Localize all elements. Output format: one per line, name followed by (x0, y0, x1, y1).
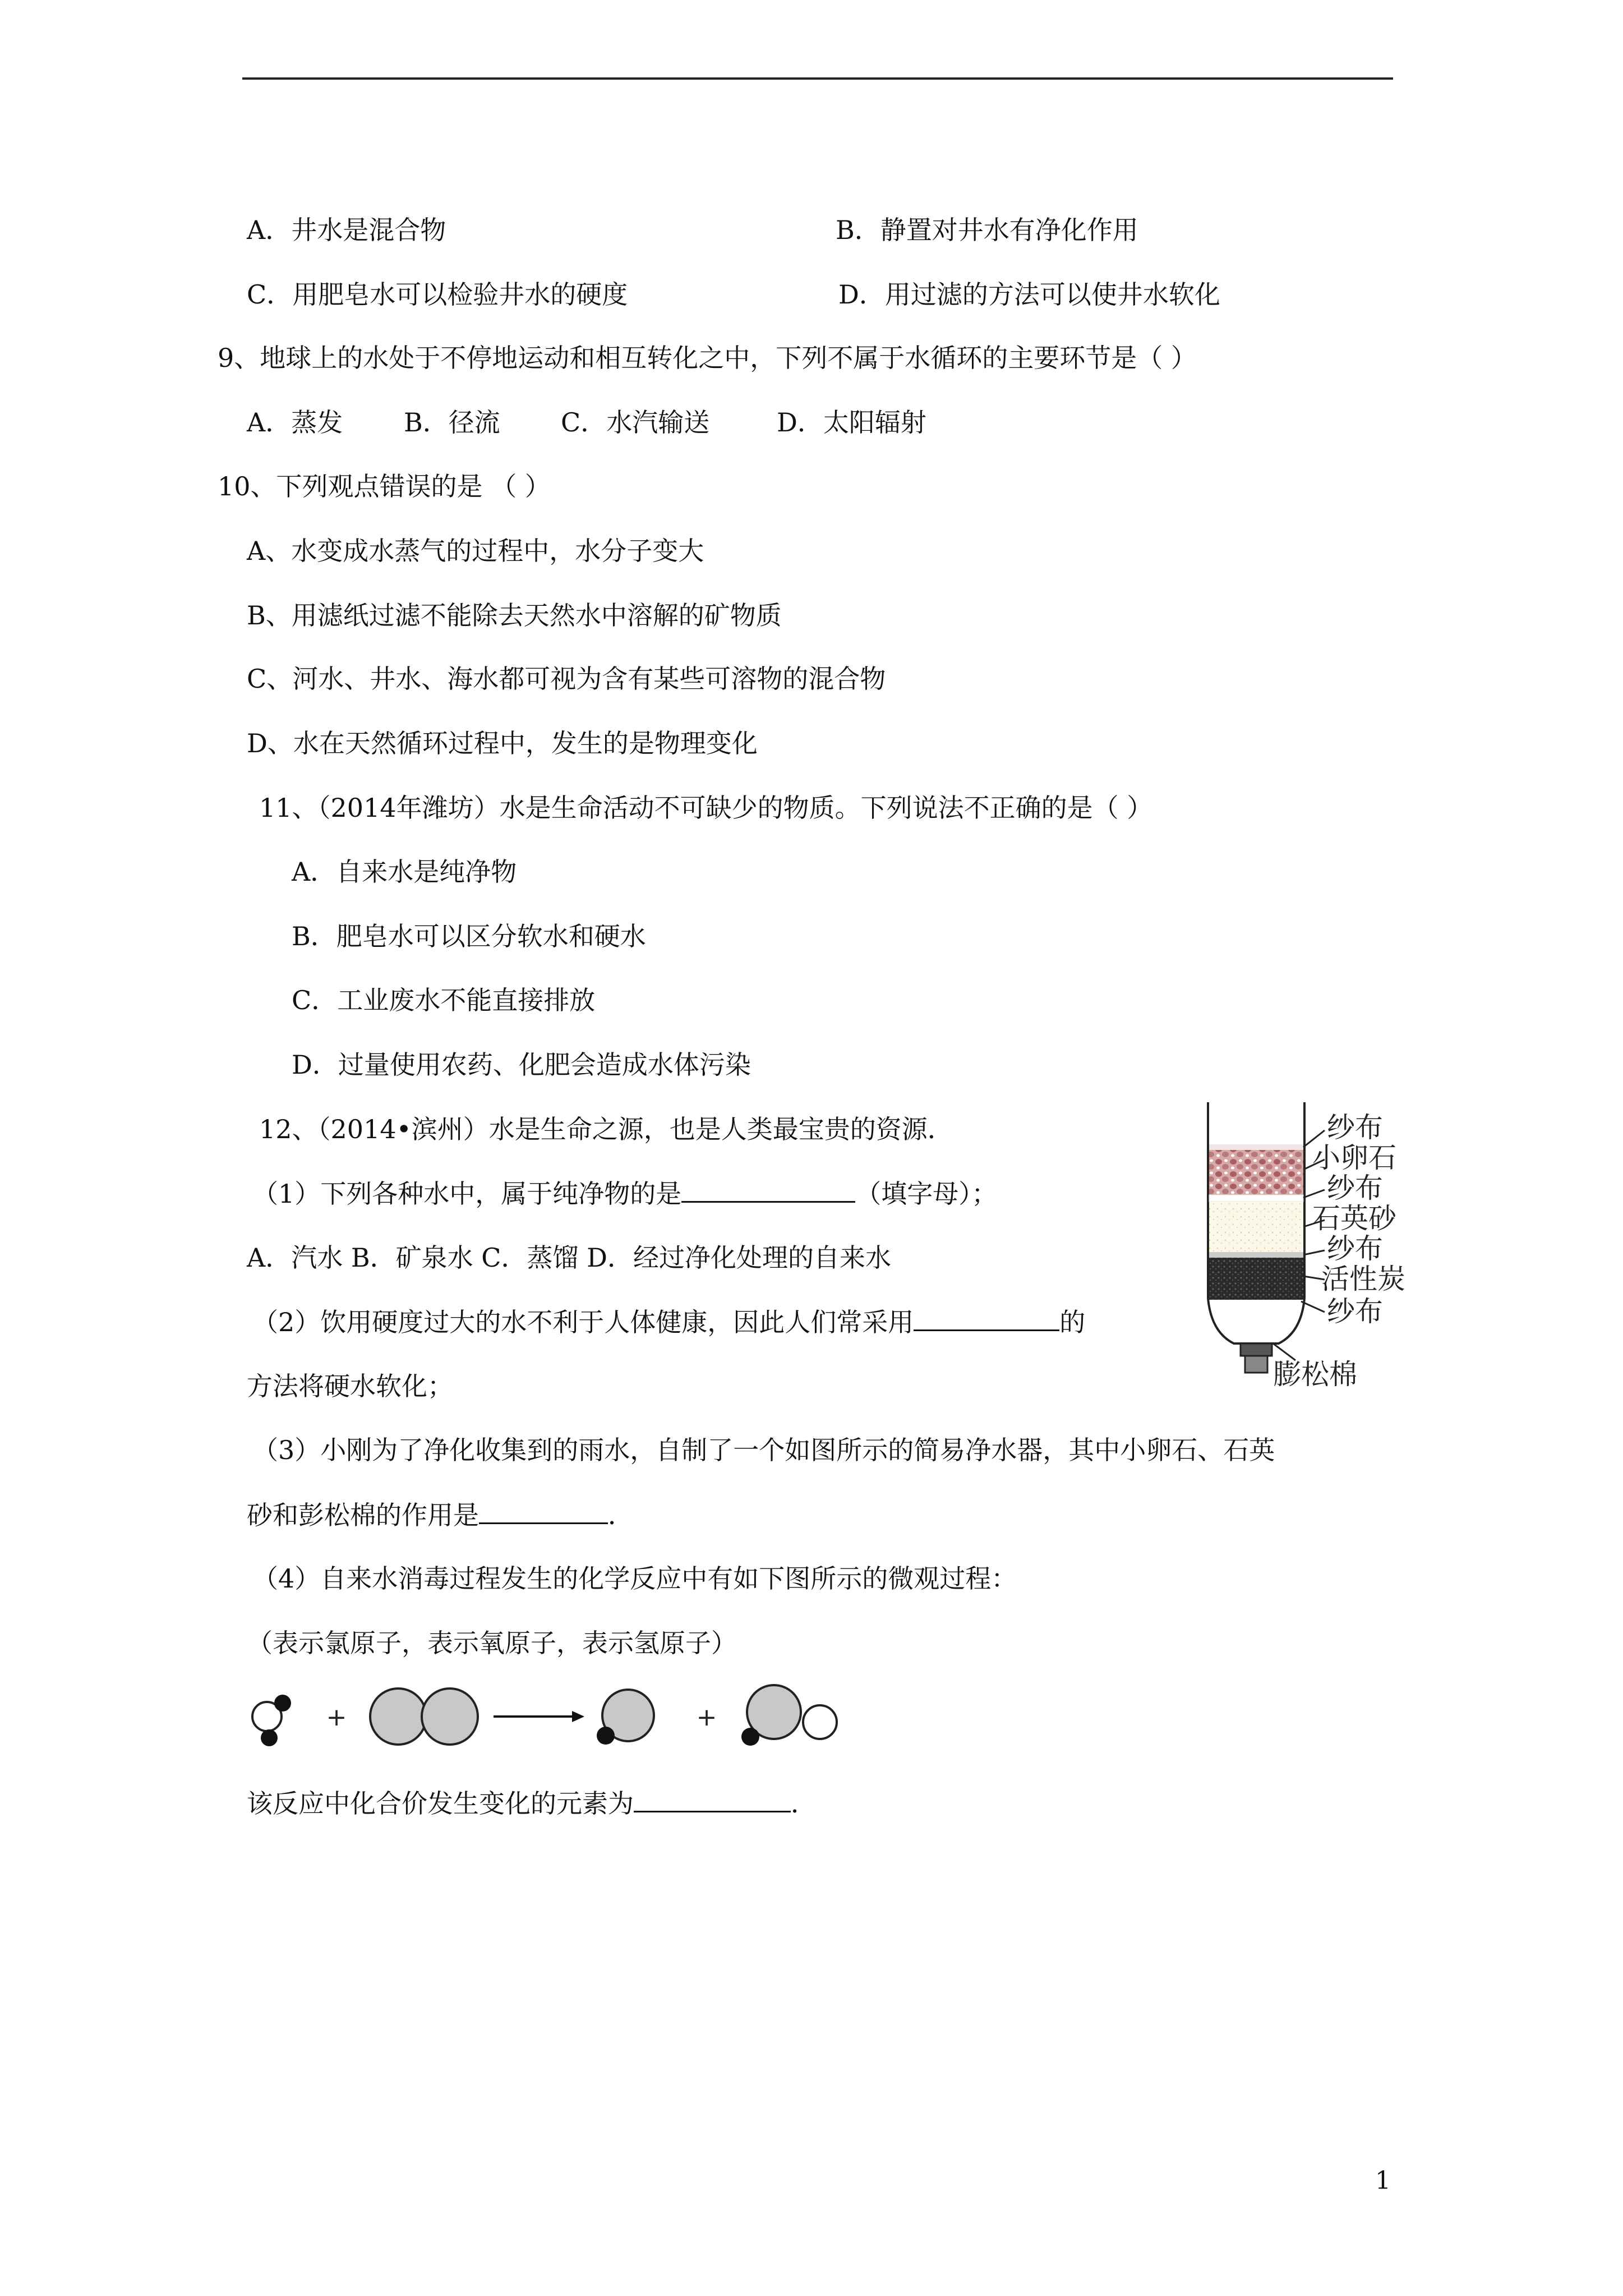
q11-option-d: D．过量使用农药、化肥会造成水体污染 (292, 1050, 751, 1080)
filter-label-pebbles: 小卵石 (1312, 1142, 1396, 1174)
q9-stem: 9、地球上的水处于不停地运动和相互转化之中，下列不属于水循环的主要环节是（ ） (218, 343, 1197, 373)
q8-option-c: C．用肥皂水可以检验井水的硬度 (247, 279, 628, 310)
page-number: 1 (1375, 2166, 1391, 2195)
filter-label-gauze-1: 纱布 (1327, 1111, 1383, 1144)
quartz-sand-layer (1209, 1202, 1303, 1252)
q8-option-d: D．用过滤的方法可以使井水软化 (838, 279, 1220, 310)
q10-stem: 10、下列观点错误的是 （ ） (218, 471, 551, 501)
q12-part2-suffix: 的 (1059, 1307, 1086, 1337)
water-filter-figure (1200, 1097, 1424, 1400)
q12-part2-answer-blank[interactable] (914, 1305, 1059, 1331)
filter-label-gauze-2: 纱布 (1327, 1172, 1383, 1204)
q9-option-d: D．太阳辐射 (777, 407, 926, 438)
reactant-molecule-1 (252, 1695, 291, 1746)
reaction-diagram (247, 1677, 852, 1756)
q12-part2-continued: 方法将硬水软化； (247, 1371, 453, 1401)
q9-option-b: B．径流 (404, 407, 500, 438)
q12-part4-text: 该反应中化合价发生变化的元素为 (247, 1788, 634, 1819)
q12-part4-conclusion (247, 1786, 817, 1820)
q12-part4-legend: （表示氯原子，表示氧原子，表示氢原子） (247, 1628, 737, 1658)
q12-part4-line1: （4）自来水消毒过程发生的化学反应中有如下图所示的微观过程： (252, 1563, 1017, 1594)
product-molecule-1 (597, 1690, 654, 1745)
header-rule (242, 77, 1393, 80)
reaction-arrow (494, 1711, 584, 1722)
q12-part1-suffix: （填字母）； (855, 1179, 998, 1209)
filter-label-gauze-3: 纱布 (1327, 1232, 1383, 1265)
q11-stem: 11、（2014年潍坊）水是生命活动不可缺少的物质。下列说法不正确的是（ ） (259, 793, 1153, 823)
filter-label-cotton: 膨松棉 (1273, 1358, 1357, 1391)
q8-option-b: B．静置对井水有净化作用 (836, 215, 1138, 245)
q8-option-a: A．井水是混合物 (247, 215, 446, 245)
q12-part3-text: 砂和彭松棉的作用是 (247, 1500, 479, 1530)
reactant-molecule-2 (370, 1688, 478, 1745)
q10-option-a: A、水变成水蒸气的过程中，水分子变大 (247, 536, 704, 566)
plus-sign-2: + (696, 1703, 717, 1732)
filter-label-quartz-sand: 石英砂 (1312, 1202, 1396, 1235)
q11-option-a: A．自来水是纯净物 (292, 857, 517, 887)
product-molecule-2 (741, 1685, 837, 1746)
q12-part1 (252, 1176, 997, 1211)
activated-carbon-layer (1209, 1258, 1303, 1300)
q12-part4-suffix: ． (791, 1788, 817, 1819)
q12-part3-answer-blank[interactable] (479, 1498, 608, 1524)
q12-part3-line2 (247, 1498, 634, 1532)
q12-part1-options: A．汽水 B．矿泉水 C．蒸馏 D．经过净化处理的自来水 (247, 1243, 891, 1273)
gauze-layer-2 (1209, 1195, 1303, 1202)
q10-option-d: D、水在天然循环过程中，发生的是物理变化 (247, 728, 758, 758)
q12-part1-answer-blank[interactable] (681, 1176, 855, 1203)
q11-option-b: B．肥皂水可以区分软水和硬水 (292, 921, 646, 951)
q9-option-a: A．蒸发 (247, 407, 343, 438)
q12-part2 (252, 1305, 1085, 1339)
gauze-layer-3 (1209, 1252, 1303, 1258)
plus-sign-1: + (326, 1703, 347, 1732)
filter-label-gauze-4: 纱布 (1327, 1295, 1383, 1328)
q10-option-b: B、用滤纸过滤不能除去天然水中溶解的矿物质 (247, 600, 782, 631)
gauze-layer-1 (1209, 1144, 1303, 1150)
pebble-layer (1209, 1150, 1303, 1195)
q12-part1-text: （1）下列各种水中，属于纯净物的是 (252, 1179, 682, 1209)
q11-option-c: C．工业废水不能直接排放 (292, 985, 596, 1015)
q9-option-c: C．水汽输送 (561, 407, 710, 438)
q10-option-c: C、河水、井水、海水都可视为含有某些可溶物的混合物 (247, 664, 886, 694)
filter-label-activated-carbon: 活性炭 (1321, 1263, 1405, 1295)
q12-part3-suffix: ． (608, 1500, 634, 1530)
q12-stem: 12、（2014•滨州）水是生命之源，也是人类最宝贵的资源． (259, 1114, 953, 1144)
q12-part4-answer-blank[interactable] (634, 1786, 791, 1812)
q12-part3-line1: （3）小刚为了净化收集到的雨水，自制了一个如图所示的简易净水器，其中小卵石、石英 (252, 1435, 1275, 1465)
q12-part2-text: （2）饮用硬度过大的水不利于人体健康，因此人们常采用 (252, 1307, 914, 1337)
